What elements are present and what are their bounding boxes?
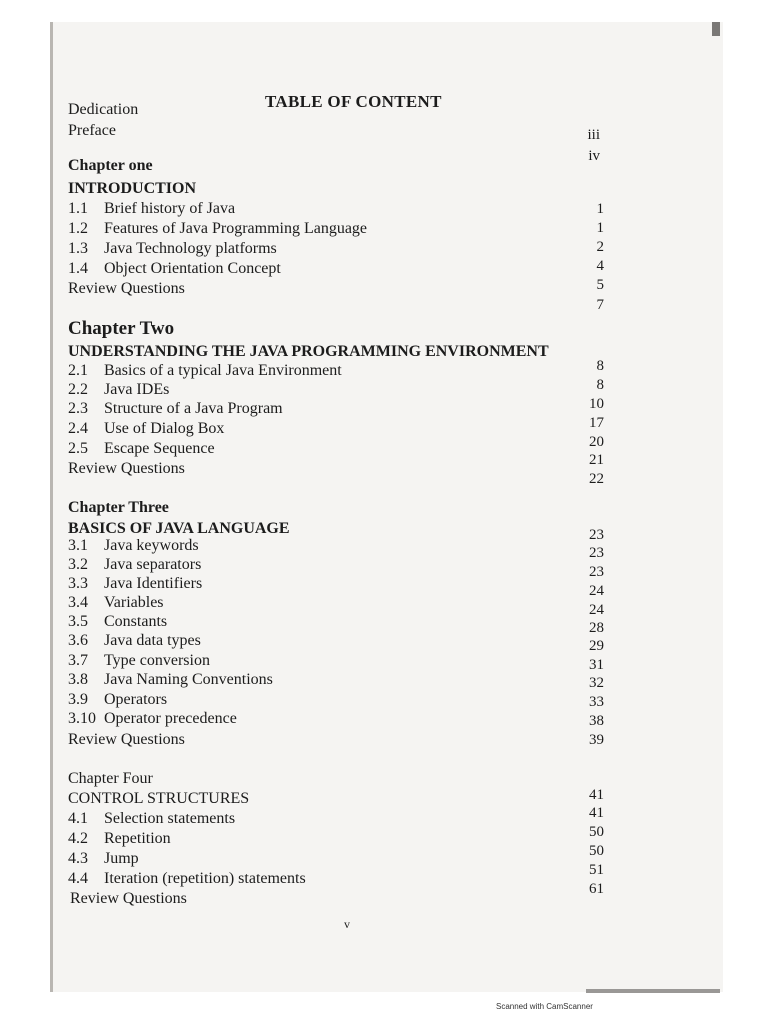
toc-entry [68,691,167,709]
toc-entry-number: 4.3 [68,850,88,867]
toc-entry-text: Type conversion [104,652,210,669]
toc-entry [68,671,273,689]
toc-entry-page: 50 [589,843,604,859]
front-matter-preface: Preface [68,122,116,139]
toc-entry [68,537,199,555]
toc-entry-text: Structure of a Java Program [104,400,283,417]
toc-entry-number: 2.1 [68,362,88,379]
toc-entry [68,400,283,418]
toc-entry [68,850,139,868]
toc-entry [68,220,367,238]
toc-entry-number: 2.5 [68,440,88,457]
front-matter-preface-page: iv [588,148,600,164]
toc-entry [68,810,235,828]
toc-entry-page: 29 [589,638,604,654]
scan-edge-bar [586,989,720,993]
toc-entry [68,652,210,670]
toc-entry-page: 21 [589,452,604,468]
toc-entry-text: Java data types [104,632,201,649]
toc-entry [68,830,171,848]
toc-entry-number: 3.1 [68,537,88,554]
toc-entry-number: 4.4 [68,870,88,887]
chapter-four-heading-page: 41 [589,787,604,803]
toc-entry-review: Review Questions [70,890,187,907]
toc-entry-number: 2.4 [68,420,88,437]
toc-entry-page: 4 [596,258,604,274]
toc-entry-number: 1.2 [68,220,88,237]
toc-entry-text: Jump [104,850,139,867]
toc-entry [68,870,306,888]
toc-entry-number: 3.9 [68,691,88,708]
toc-entry-page: 31 [589,657,604,673]
toc-entry [68,632,201,650]
toc-entry-page: 24 [589,583,604,599]
toc-entry-text: Constants [104,613,168,630]
toc-entry [68,613,167,631]
toc-entry-text: Java IDEs [104,381,170,398]
chapter-three-name: Chapter Three [68,499,169,516]
toc-entry-number: 3.4 [68,594,88,611]
toc-entry-text: Basics of a typical Java Environment [104,362,342,379]
toc-entry-text: Variables [104,594,164,611]
toc-entry [68,362,342,380]
chapter-four-heading: CONTROL STRUCTURES [68,790,250,807]
front-matter-dedication: Dedication [68,101,139,118]
toc-entry [68,260,281,278]
toc-entry [68,556,201,574]
toc-entry-text: Object Orientation Concept [104,260,281,277]
toc-entry [68,420,224,438]
toc-title: TABLE OF CONTENT [265,92,442,111]
toc-entry-page: 17 [589,415,604,431]
toc-entry-page: 8 [596,377,604,393]
toc-entry-page: 23 [589,545,604,561]
toc-entry [68,200,235,218]
toc-entry-number: 1.3 [68,240,88,257]
page-number-footer: v [344,917,350,931]
toc-entry-number: 4.2 [68,830,88,847]
toc-entry-text: Java Technology platforms [104,240,277,257]
toc-entry-text: Brief history of Java [104,200,236,217]
toc-entry-text: Operators [104,691,168,708]
toc-entry-page: 33 [589,694,604,710]
page-edge-shadow [712,22,720,36]
chapter-two-heading-page: 8 [596,358,604,374]
toc-entry-page: 28 [589,620,604,636]
toc-entry-number: 3.5 [68,613,88,630]
toc-entry-page: 41 [589,805,604,821]
toc-extra-page: 7 [596,297,604,313]
toc-entry-page: 61 [589,881,604,897]
toc-entry-page: 51 [589,862,604,878]
toc-entry-text: Operator precedence [104,710,237,727]
chapter-two-heading: UNDERSTANDING THE JAVA PROGRAMMING ENVIRONMENT [68,343,549,360]
chapter-four-name: Chapter Four [68,770,153,787]
toc-entry-number: 3.3 [68,575,88,592]
toc-entry [68,594,164,612]
toc-entry-text: Java Identifiers [104,575,203,592]
toc-entry-number: 3.6 [68,632,88,649]
toc-entry-number: 3.2 [68,556,88,573]
toc-entry-page: 5 [596,277,604,293]
toc-entry-page: 20 [589,434,604,450]
toc-entry-page: 10 [589,396,604,412]
toc-entry-page: 22 [589,471,604,487]
toc-entry-page: 32 [589,675,604,691]
toc-entry [68,240,277,258]
toc-entry-text: Java separators [104,556,202,573]
chapter-three-heading: BASICS OF JAVA LANGUAGE [68,520,290,537]
toc-entry-text: Selection statements [104,810,236,827]
toc-entry-page: 2 [596,239,604,255]
toc-entry-text: Iteration (repetition) statements [104,870,306,887]
toc-entry-review: Review Questions [68,280,185,297]
toc-entry-text: Features of Java Programming Language [104,220,368,237]
toc-entry [68,381,169,399]
toc-entry-page: 23 [589,564,604,580]
toc-entry [68,710,237,728]
chapter-one-heading: INTRODUCTION [68,180,197,197]
toc-entry-page: 24 [589,602,604,618]
toc-entry-page: 1 [596,201,604,217]
toc-entry-review: Review Questions [68,460,185,477]
toc-entry-page: 38 [589,713,604,729]
toc-entry-number: 2.3 [68,400,88,417]
front-matter-dedication-page: iii [587,127,600,143]
toc-entry-text: Java keywords [104,537,199,554]
toc-entry-number: 3.8 [68,671,88,688]
chapter-one-name: Chapter one [68,157,153,174]
chapter-two-name: Chapter Two [68,318,175,339]
scanner-watermark: Scanned with CamScanner [496,1002,593,1011]
toc-entry-review: Review Questions [68,731,185,748]
toc-entry-page: 50 [589,824,604,840]
toc-entry [68,575,202,593]
toc-entry [68,440,215,458]
toc-entry-number: 3.10 [68,710,96,727]
toc-entry-text: Escape Sequence [104,440,215,457]
toc-entry-number: 2.2 [68,381,88,398]
toc-entry-page: 1 [596,220,604,236]
toc-entry-text: Use of Dialog Box [104,420,225,437]
toc-entry-text: Java Naming Conventions [104,671,273,688]
toc-entry-number: 1.4 [68,260,88,277]
toc-entry-number: 4.1 [68,810,88,827]
toc-entry-text: Repetition [104,830,171,847]
toc-entry-page: 39 [589,732,604,748]
toc-entry-number: 1.1 [68,200,88,217]
toc-entry-number: 3.7 [68,652,88,669]
chapter-three-heading-page: 23 [589,527,604,543]
